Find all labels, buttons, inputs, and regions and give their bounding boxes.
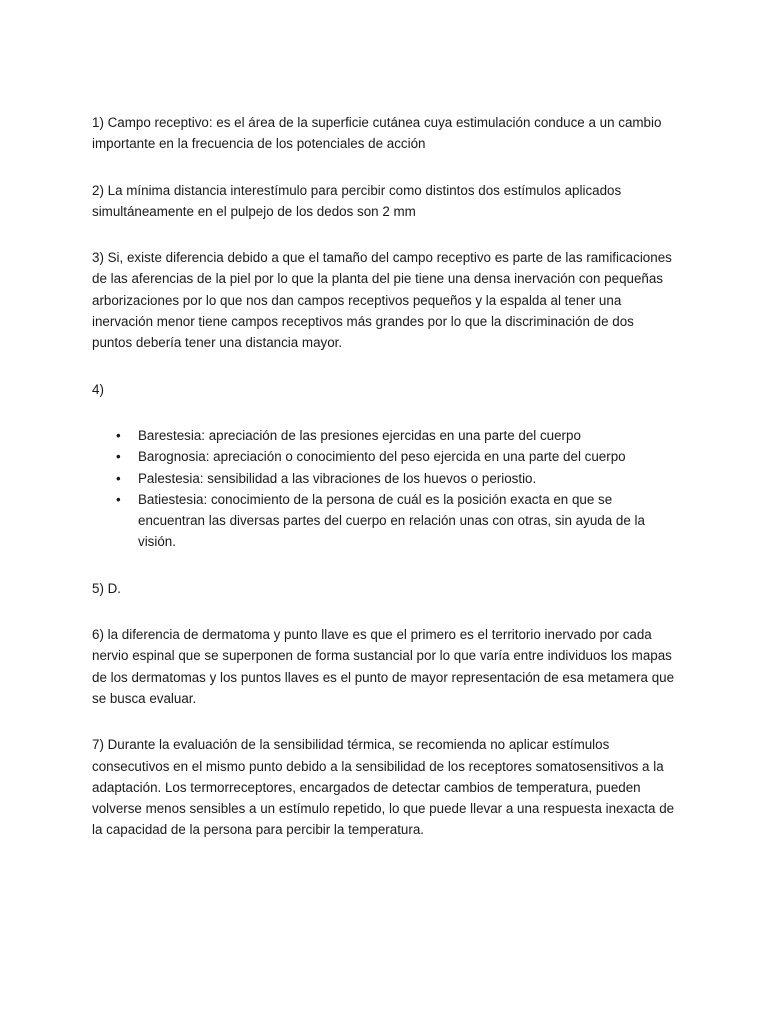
list-item-text: Barestesia: apreciación de las presiones ejercidas en una parte del cuerpo [138, 427, 581, 443]
list-item-text: Barognosia: apreciación o conocimiento del peso ejercida en una parte del cuerpo [138, 449, 626, 465]
answer-1: 1) Campo receptivo: es el área de la superficie cutánea cuya estimulación conduce a un cambio importante en la frecuencia de los potenciales de acción [92, 115, 662, 152]
list-item [116, 489, 676, 553]
answer-7: 7) Durante la evaluación de la sensibilidad térmica, se recomienda no aplicar estímulos consecutivos en el mismo punto debido a la sensibilidad de los receptores somatosensitivos a la adaptación. Los termorreceptores, encargados de detectar cambios de temperatura, pueden volverse menos sensibles a un estímulo repetido, lo que puede llevar a una respuesta inexacta de la capacidad de la persona para percibir la temperatura. [92, 737, 675, 838]
bullet-icon: • [116, 449, 121, 465]
bullet-icon: • [116, 470, 121, 486]
answer-5: 5) D. [92, 580, 122, 596]
answer-6: 6) la diferencia de dermatoma y punto llave es que el primero es el territorio inervado por cada nervio espinal que se superponen de forma sustancial por lo que varía entre individuos los mapas de los dermatomas y los puntos llaves es el punto de mayor representación de esa metamera que se busca evaluar. [92, 627, 675, 706]
answer-4-heading: 4) [92, 381, 104, 397]
answer-3: 3) Si, existe diferencia debido a que el tamaño del campo receptivo es parte de las ramificaciones de las aferencias de la piel por lo que la planta del pie tiene una densa inervación con pequeñas arborizaciones por lo que nos dan campos receptivos pequeños y la espalda al tener una inervación menor tiene campos receptivos más grandes por lo que la discriminación de dos puntos debería tener una distancia mayor. [92, 250, 672, 351]
bullet-icon: • [116, 427, 121, 443]
answer-4-list [92, 425, 676, 553]
answer-2: 2) La mínima distancia interestímulo para percibir como distintos dos estímulos aplicados simultáneamente en el pulpejo de los dedos son 2 mm [92, 182, 622, 219]
list-item-text: Palestesia: sensibilidad a las vibraciones de los huevos o periostio. [138, 470, 537, 486]
list-item [116, 468, 676, 489]
list-item-text: Batiestesia: conocimiento de la persona de cuál es la posición exacta en que se encuentran las diversas partes del cuerpo en relación unas con otras, sin ayuda de la visión. [138, 491, 645, 550]
list-item [116, 446, 676, 467]
bullet-icon: • [116, 491, 121, 507]
document-page [92, 112, 676, 866]
list-item [116, 425, 676, 446]
